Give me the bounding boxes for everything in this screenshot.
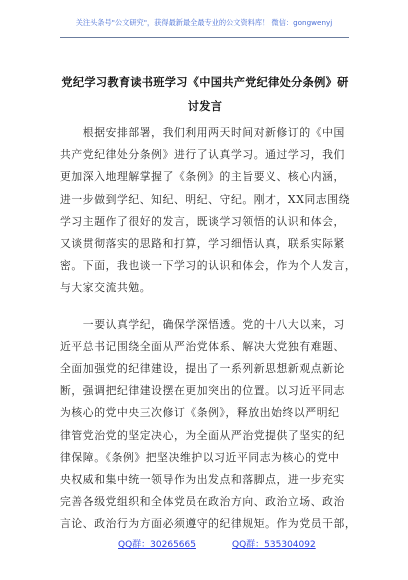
qq-group-link[interactable]: QQ群：535304092: [232, 540, 316, 550]
text-line: 完善各级党组织和全体党员在政治方向、政治立场、政治: [60, 495, 345, 509]
text-line: 共产党纪律处分条例》进行了认真学习。通过学习，我们: [60, 148, 345, 162]
text-line: 与大家交流共勉。: [60, 281, 152, 295]
title-line: 党纪学习教育读书班学习《中国共产党纪律处分条例》研: [61, 75, 349, 89]
text-line: 密。下面，我也谈一下学习的认识和体会，作为个人发言，: [60, 259, 357, 273]
text-line: 全面加强党的纪律建设，提出了一系列新思想新观点新论: [60, 362, 345, 376]
text-line: 又谈贯彻落实的思路和打算，学习细悟认真，联系实际紧: [60, 237, 345, 251]
text-line: 断，强调把纪律建设摆在更加突出的位置。以习近平同志: [60, 384, 345, 398]
text-line: 进一步做到学纪、知纪、明纪、守纪。刚才，XX同志围绕: [60, 192, 351, 206]
text-line: 根据安排部署，我们利用两天时间对新修订的《中国: [60, 126, 345, 139]
text-line: 一要认真学纪，确保学深悟透。党的十八大以来，习: [60, 317, 345, 331]
text-line: 言论、政治行为方面必须遵守的纪律规矩。作为党员干部，: [60, 517, 357, 531]
footer: [0, 537, 408, 553]
paragraph: [60, 122, 357, 300]
text-line: 学习主题作了很好的发言，既谈学习领悟的认识和体会，: [60, 214, 345, 228]
text-line: 律保障。《条例》把坚决维护以习近平同志为核心的党中: [60, 450, 340, 464]
paragraph: [60, 314, 357, 536]
document-title: [60, 70, 350, 118]
text-line: 律管党治党的坚定决心，为全面从严治党提供了坚实的纪: [60, 428, 345, 442]
text-line: 央权威和集中统一领导作为出发点和落脚点，进一步充实: [60, 473, 345, 487]
header-banner: 关注头条号"公文研究"，获得最新最全最专业的公文资料库！ 微信：gongwenyj: [75, 18, 333, 27]
header-divider: [60, 37, 349, 38]
qq-group-link[interactable]: QQ群：30265665: [118, 540, 196, 550]
text-line: 近平总书记围绕全面从严治党体系、解决大党独有难题、: [60, 339, 345, 353]
text-line: 更加深入地理解掌握了《条例》的主旨要义、核心内涵，: [60, 170, 345, 184]
title-line: 讨发言: [187, 99, 223, 113]
document-body: [60, 122, 357, 550]
text-line: 为核心的党中央三次修订《条例》，释放出始终以严明纪: [60, 406, 340, 420]
